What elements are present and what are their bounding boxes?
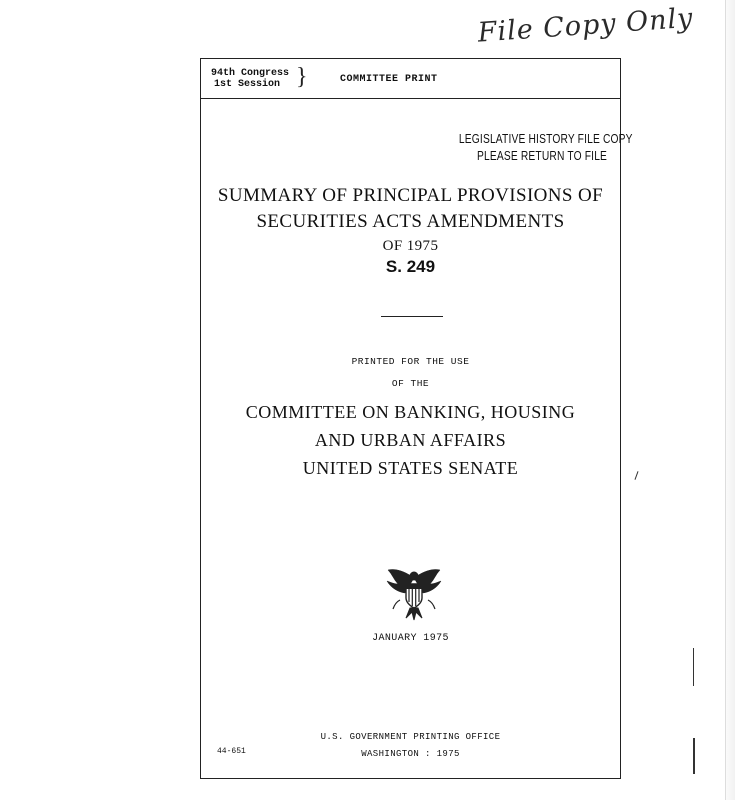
handwritten-note-text: File Copy Only [476,2,695,49]
session-label: 1st Session [214,79,281,90]
eagle-seal-icon [384,562,444,622]
congress-session [211,68,289,90]
title-line-2: SECURITIES ACTS AMENDMENTS [256,211,565,232]
printer-place: WASHINGTON : 1975 [361,749,460,759]
publication-date: JANUARY 1975 [372,633,449,644]
divider [381,316,443,317]
printed-for-line-1: PRINTED FOR THE USE [351,356,470,367]
document-page [200,58,633,779]
document-title [201,183,620,257]
printed-for [201,351,620,395]
adjacent-page-edge [725,0,735,800]
committee-line-2: AND URBAN AFFAIRS [314,430,507,450]
bill-number: S. 249 [385,257,436,276]
printer-imprint [201,729,620,763]
printer-name: U.S. GOVERNMENT PRINTING OFFICE [320,732,501,742]
edge-mark [634,471,638,480]
committee-line-1: COMMITTEE ON BANKING, HOUSING [245,402,576,422]
edge-mark [693,738,695,774]
handwritten-note [477,2,700,61]
print-type: COMMITTEE PRINT [340,74,438,85]
stamp-line-1: LEGISLATIVE HISTORY FILE COPY [458,132,633,146]
title-line-3: OF 1975 [382,238,439,254]
header-row [201,59,620,99]
printed-for-line-2: OF THE [391,378,430,389]
brace-icon: } [296,64,308,90]
print-code: 44-651 [217,747,246,756]
committee-name [201,398,620,482]
stamp-line-2: PLEASE RETURN TO FILE [476,149,608,163]
congress-label: 94th Congress [211,68,290,79]
edge-mark [693,648,694,686]
title-line-1: SUMMARY OF PRINCIPAL PROVISIONS OF [217,185,604,206]
committee-line-3: UNITED STATES SENATE [302,458,519,478]
